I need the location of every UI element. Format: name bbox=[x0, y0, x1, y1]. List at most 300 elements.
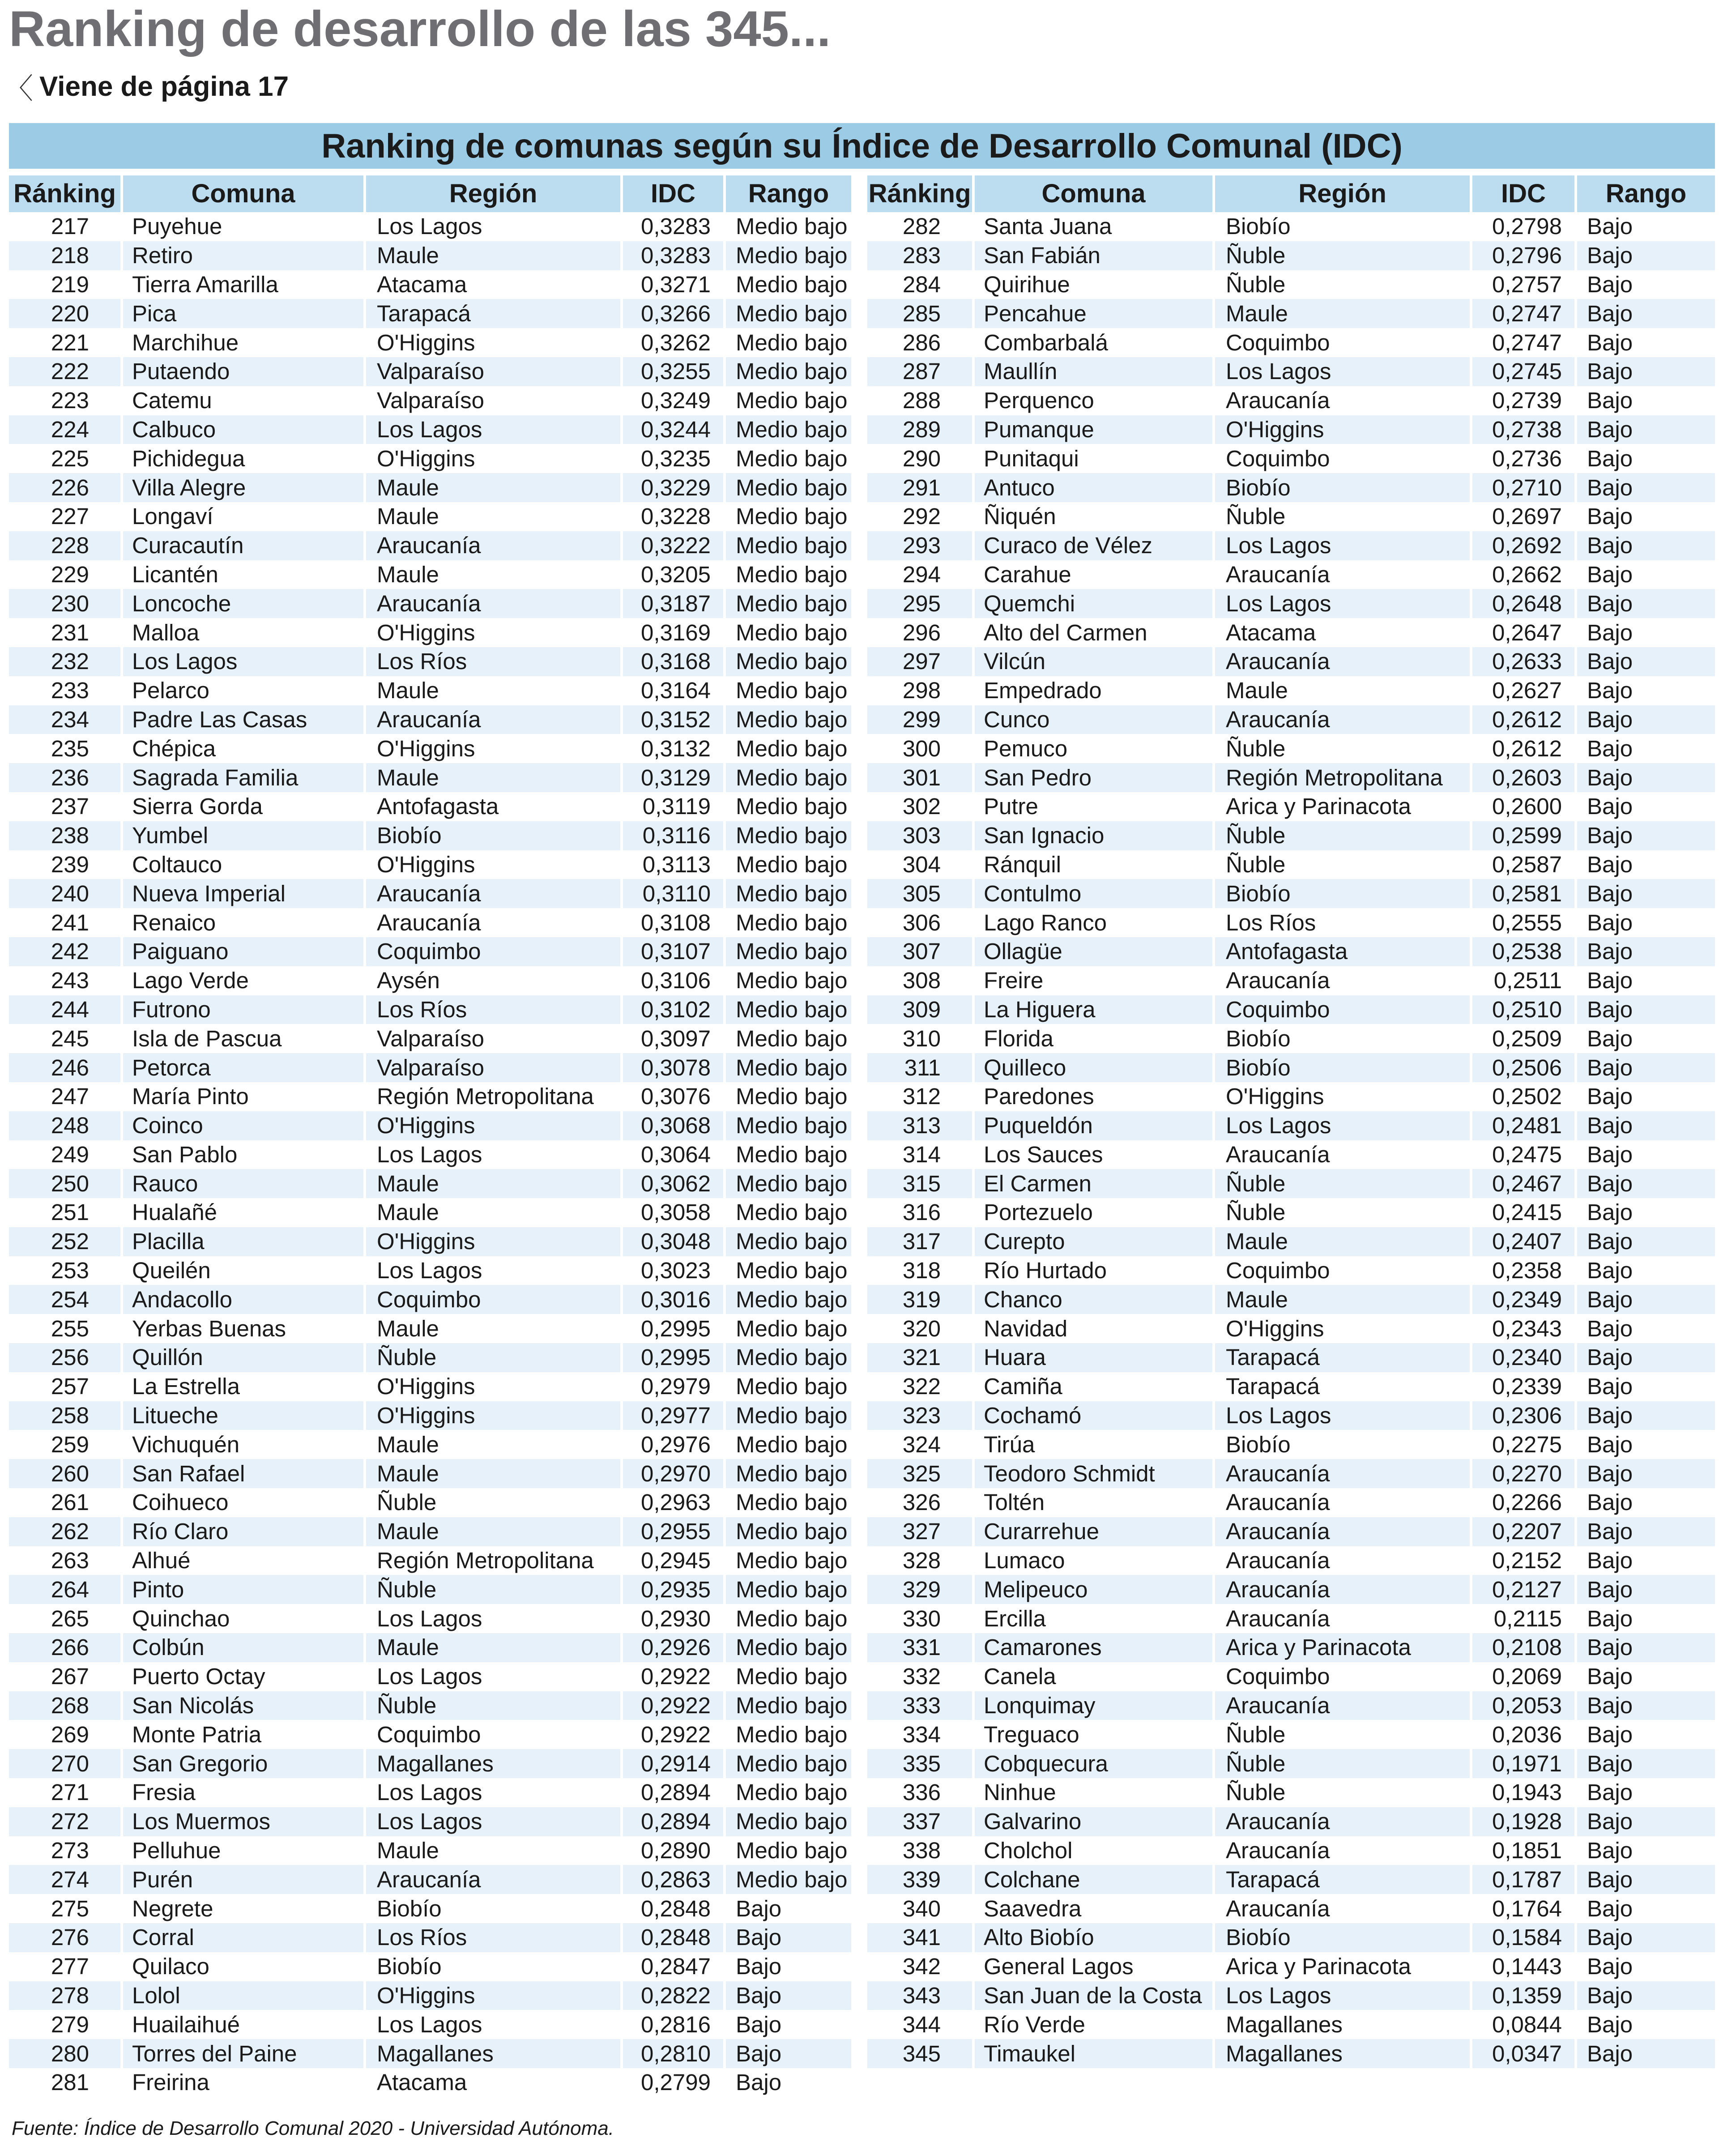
cell-ranking: 272 bbox=[9, 1807, 123, 1836]
ranking-table-left bbox=[9, 175, 851, 2097]
cell-region: Araucanía bbox=[366, 531, 623, 560]
cell-rango: Bajo bbox=[1587, 243, 1633, 269]
cell-rango: Bajo bbox=[1587, 1460, 1633, 1486]
cell-region: Araucanía bbox=[1215, 1575, 1472, 1604]
cell-comuna: Isla de Pascua bbox=[123, 1024, 366, 1053]
cell-idc: 0,2848 bbox=[623, 1923, 726, 1952]
cell-comuna: Río Verde bbox=[975, 2010, 1215, 2039]
cell-comuna: Fresia bbox=[123, 1778, 366, 1807]
cell-comuna: Santa Juana bbox=[975, 212, 1215, 241]
cell-region: Ñuble bbox=[366, 1343, 623, 1372]
cell-rango: Bajo bbox=[1587, 1113, 1633, 1139]
table-row bbox=[9, 1488, 851, 1517]
cell-ranking: 234 bbox=[9, 705, 123, 734]
cell-ranking: 327 bbox=[867, 1517, 975, 1546]
table-row bbox=[9, 1459, 851, 1488]
cell-comuna: Timaukel bbox=[975, 2039, 1215, 2068]
cell-ranking: 316 bbox=[867, 1198, 975, 1227]
cell-idc: 0,1971 bbox=[1472, 1749, 1577, 1778]
cell-idc: 0,2612 bbox=[1472, 734, 1577, 763]
cell-rango: Medio bajo bbox=[736, 358, 848, 384]
cell-region: Maule bbox=[366, 1517, 623, 1546]
cell-idc: 0,3222 bbox=[623, 531, 726, 560]
cell-comuna: San Nicolás bbox=[123, 1691, 366, 1720]
table-row bbox=[9, 937, 851, 966]
table-row bbox=[867, 792, 1715, 821]
cell-rango: Bajo bbox=[1587, 1693, 1633, 1719]
cell-ranking: 238 bbox=[9, 821, 123, 850]
cell-idc: 0,0844 bbox=[1472, 2010, 1577, 2039]
cell-region: Araucanía bbox=[1215, 1836, 1472, 1865]
cell-rango: Medio bajo bbox=[736, 1693, 848, 1719]
cell-region: Ñuble bbox=[1215, 821, 1472, 850]
table-row bbox=[867, 444, 1715, 473]
cell-idc: 0,2736 bbox=[1472, 444, 1577, 473]
cell-region: Araucanía bbox=[1215, 1807, 1472, 1836]
cell-comuna: Cobquecura bbox=[975, 1749, 1215, 1778]
cell-ranking: 226 bbox=[9, 473, 123, 502]
cell-idc: 0,3229 bbox=[623, 473, 726, 502]
header-idc: IDC bbox=[623, 175, 726, 212]
cell-region: Ñuble bbox=[1215, 1198, 1472, 1227]
cell-comuna: San Pablo bbox=[123, 1140, 366, 1169]
cell-region: Maule bbox=[366, 1314, 623, 1343]
cell-idc: 0,1787 bbox=[1472, 1865, 1577, 1894]
cell-idc: 0,2270 bbox=[1472, 1459, 1577, 1488]
table-row bbox=[867, 1807, 1715, 1836]
cell-ranking: 298 bbox=[867, 676, 975, 705]
cell-ranking: 239 bbox=[9, 850, 123, 879]
cell-comuna: Lago Verde bbox=[123, 966, 366, 995]
cell-comuna: Canela bbox=[975, 1662, 1215, 1691]
cell-idc: 0,2538 bbox=[1472, 937, 1577, 966]
cell-rango: Medio bajo bbox=[736, 996, 848, 1022]
cell-rango: Medio bajo bbox=[736, 823, 848, 849]
table-row bbox=[9, 1430, 851, 1459]
cell-rango: Medio bajo bbox=[736, 416, 848, 442]
table-row bbox=[867, 1720, 1715, 1749]
cell-rango: Bajo bbox=[1587, 1258, 1633, 1284]
table-row bbox=[9, 1981, 851, 2010]
cell-idc: 0,3078 bbox=[623, 1053, 726, 1082]
cell-comuna: Florida bbox=[975, 1024, 1215, 1053]
cell-region: Los Lagos bbox=[1215, 531, 1472, 560]
cell-idc: 0,2647 bbox=[1472, 618, 1577, 647]
cell-idc: 0,2481 bbox=[1472, 1111, 1577, 1140]
cell-ranking: 232 bbox=[9, 647, 123, 676]
cell-region: Tarapacá bbox=[1215, 1343, 1472, 1372]
cell-idc: 0,2796 bbox=[1472, 241, 1577, 270]
cell-ranking: 250 bbox=[9, 1169, 123, 1198]
cell-comuna: Maullín bbox=[975, 357, 1215, 386]
cell-ranking: 259 bbox=[9, 1430, 123, 1459]
cell-idc: 0,2847 bbox=[623, 1952, 726, 1981]
cell-rango: Bajo bbox=[1587, 1779, 1633, 1805]
cell-comuna: San Rafael bbox=[123, 1459, 366, 1488]
table-row bbox=[867, 821, 1715, 850]
cell-comuna: Pelluhue bbox=[123, 1836, 366, 1865]
cell-idc: 0,3023 bbox=[623, 1256, 726, 1285]
cell-comuna: Longaví bbox=[123, 502, 366, 531]
cell-idc: 0,2275 bbox=[1472, 1430, 1577, 1459]
table-row bbox=[9, 908, 851, 937]
cell-region: Magallanes bbox=[1215, 2010, 1472, 2039]
table-row bbox=[9, 1517, 851, 1546]
cell-idc: 0,2339 bbox=[1472, 1372, 1577, 1401]
cell-region: Ñuble bbox=[366, 1691, 623, 1720]
cell-region: Arica y Parinacota bbox=[1215, 792, 1472, 821]
continued-from-link[interactable] bbox=[4, 66, 289, 107]
cell-region: Araucanía bbox=[366, 908, 623, 937]
cell-comuna: Litueche bbox=[123, 1401, 366, 1430]
cell-ranking: 218 bbox=[9, 241, 123, 270]
cell-rango: Medio bajo bbox=[736, 649, 848, 674]
cell-comuna: Ercilla bbox=[975, 1604, 1215, 1633]
cell-rango: Medio bajo bbox=[736, 533, 848, 559]
cell-rango: Bajo bbox=[1587, 388, 1633, 414]
cell-rango: Medio bajo bbox=[736, 1025, 848, 1051]
table-row bbox=[867, 1285, 1715, 1314]
cell-comuna: Alto Biobío bbox=[975, 1923, 1215, 1952]
cell-region: Araucanía bbox=[1215, 560, 1472, 589]
cell-rango: Medio bajo bbox=[736, 678, 848, 704]
cell-rango: Medio bajo bbox=[736, 271, 848, 297]
cell-idc: 0,2922 bbox=[623, 1720, 726, 1749]
cell-comuna: Quinchao bbox=[123, 1604, 366, 1633]
cell-ranking: 290 bbox=[867, 444, 975, 473]
cell-region: Región Metropolitana bbox=[366, 1082, 623, 1111]
cell-ranking: 271 bbox=[9, 1778, 123, 1807]
cell-comuna: Rauco bbox=[123, 1169, 366, 1198]
cell-idc: 0,3116 bbox=[623, 821, 726, 850]
cell-ranking: 225 bbox=[9, 444, 123, 473]
cell-comuna: Pica bbox=[123, 299, 366, 328]
cell-rango: Medio bajo bbox=[736, 1779, 848, 1805]
table-row bbox=[867, 937, 1715, 966]
cell-rango: Bajo bbox=[1587, 1838, 1633, 1864]
cell-rango: Medio bajo bbox=[736, 735, 848, 761]
cell-region: Araucanía bbox=[366, 1865, 623, 1894]
table-row bbox=[9, 299, 851, 328]
table-row bbox=[9, 1865, 851, 1894]
cell-region: Los Lagos bbox=[1215, 357, 1472, 386]
cell-idc: 0,2612 bbox=[1472, 705, 1577, 734]
cell-region: Araucanía bbox=[1215, 1488, 1472, 1517]
cell-idc: 0,2207 bbox=[1472, 1517, 1577, 1546]
cell-rango: Medio bajo bbox=[736, 794, 848, 819]
cell-idc: 0,3168 bbox=[623, 647, 726, 676]
cell-rango: Bajo bbox=[1587, 445, 1633, 471]
cell-ranking: 289 bbox=[867, 415, 975, 444]
cell-ranking: 284 bbox=[867, 270, 975, 299]
cell-rango: Medio bajo bbox=[736, 1519, 848, 1545]
cell-idc: 0,2306 bbox=[1472, 1401, 1577, 1430]
cell-comuna: Coltauco bbox=[123, 850, 366, 879]
cell-region: Los Lagos bbox=[366, 1140, 623, 1169]
cell-rango: Bajo bbox=[736, 1983, 782, 2008]
table-row bbox=[9, 1952, 851, 1981]
cell-region: Coquimbo bbox=[1215, 1256, 1472, 1285]
table-row bbox=[867, 1546, 1715, 1575]
table-row bbox=[867, 1894, 1715, 1923]
cell-region: Coquimbo bbox=[1215, 444, 1472, 473]
cell-rango: Bajo bbox=[1587, 590, 1633, 616]
table-row bbox=[867, 1140, 1715, 1169]
cell-ranking: 285 bbox=[867, 299, 975, 328]
cell-rango: Medio bajo bbox=[736, 300, 848, 326]
cell-ranking: 333 bbox=[867, 1691, 975, 1720]
cell-region: Ñuble bbox=[1215, 241, 1472, 270]
cell-region: Coquimbo bbox=[366, 1720, 623, 1749]
table-row bbox=[867, 1604, 1715, 1633]
cell-ranking: 237 bbox=[9, 792, 123, 821]
cell-comuna: Chépica bbox=[123, 734, 366, 763]
cell-ranking: 242 bbox=[9, 937, 123, 966]
cell-idc: 0,2407 bbox=[1472, 1227, 1577, 1256]
table-row bbox=[867, 763, 1715, 792]
cell-idc: 0,2475 bbox=[1472, 1140, 1577, 1169]
cell-rango: Bajo bbox=[1587, 2011, 1633, 2037]
table-row bbox=[867, 531, 1715, 560]
cell-region: Maule bbox=[366, 676, 623, 705]
table-row bbox=[867, 1749, 1715, 1778]
cell-rango: Medio bajo bbox=[736, 1431, 848, 1457]
cell-ranking: 310 bbox=[867, 1024, 975, 1053]
header-rango: Rango bbox=[748, 179, 829, 208]
cell-comuna: Navidad bbox=[975, 1314, 1215, 1343]
cell-region: Tarapacá bbox=[366, 299, 623, 328]
cell-ranking: 270 bbox=[9, 1749, 123, 1778]
cell-idc: 0,2848 bbox=[623, 1894, 726, 1923]
table-row bbox=[9, 792, 851, 821]
cell-rango: Medio bajo bbox=[736, 213, 848, 239]
cell-rango: Bajo bbox=[1587, 1170, 1633, 1196]
table-row bbox=[9, 560, 851, 589]
cell-ranking: 275 bbox=[9, 1894, 123, 1923]
cell-region: Biobío bbox=[1215, 1923, 1472, 1952]
cell-ranking: 221 bbox=[9, 328, 123, 357]
cell-ranking: 220 bbox=[9, 299, 123, 328]
cell-region: Ñuble bbox=[1215, 502, 1472, 531]
cell-idc: 0,3106 bbox=[623, 966, 726, 995]
table-row bbox=[9, 241, 851, 270]
cell-ranking: 244 bbox=[9, 995, 123, 1024]
cell-idc: 0,3266 bbox=[623, 299, 726, 328]
table-row bbox=[867, 1691, 1715, 1720]
cell-idc: 0,2955 bbox=[623, 1517, 726, 1546]
cell-ranking: 336 bbox=[867, 1778, 975, 1807]
cell-comuna: Galvarino bbox=[975, 1807, 1215, 1836]
cell-idc: 0,2587 bbox=[1472, 850, 1577, 879]
cell-idc: 0,2627 bbox=[1472, 676, 1577, 705]
cell-comuna: Ránquil bbox=[975, 850, 1215, 879]
cell-comuna: Antuco bbox=[975, 473, 1215, 502]
cell-idc: 0,3205 bbox=[623, 560, 726, 589]
cell-rango: Bajo bbox=[1587, 1721, 1633, 1747]
cell-ranking: 302 bbox=[867, 792, 975, 821]
cell-region: Maule bbox=[366, 763, 623, 792]
cell-idc: 0,1851 bbox=[1472, 1836, 1577, 1865]
cell-idc: 0,2710 bbox=[1472, 473, 1577, 502]
cell-idc: 0,2053 bbox=[1472, 1691, 1577, 1720]
cell-comuna: El Carmen bbox=[975, 1169, 1215, 1198]
cell-rango: Medio bajo bbox=[736, 561, 848, 587]
cell-comuna: Quirihue bbox=[975, 270, 1215, 299]
cell-comuna: Lago Ranco bbox=[975, 908, 1215, 937]
cell-idc: 0,3048 bbox=[623, 1227, 726, 1256]
cell-ranking: 255 bbox=[9, 1314, 123, 1343]
table-row bbox=[9, 473, 851, 502]
cell-idc: 0,2894 bbox=[623, 1778, 726, 1807]
cell-idc: 0,3129 bbox=[623, 763, 726, 792]
cell-ranking: 332 bbox=[867, 1662, 975, 1691]
cell-region: Tarapacá bbox=[1215, 1372, 1472, 1401]
table-row bbox=[9, 1691, 851, 1720]
cell-idc: 0,2510 bbox=[1472, 995, 1577, 1024]
cell-rango: Bajo bbox=[1587, 474, 1633, 500]
cell-idc: 0,2115 bbox=[1472, 1604, 1577, 1633]
table-row bbox=[867, 1575, 1715, 1604]
cell-idc: 0,2977 bbox=[623, 1401, 726, 1430]
cell-idc: 0,3076 bbox=[623, 1082, 726, 1111]
cell-comuna: Sierra Gorda bbox=[123, 792, 366, 821]
cell-ranking: 223 bbox=[9, 386, 123, 415]
cell-region: Antofagasta bbox=[1215, 937, 1472, 966]
cell-region: Biobío bbox=[1215, 1024, 1472, 1053]
table-row bbox=[9, 1343, 851, 1372]
cell-rango: Medio bajo bbox=[736, 1199, 848, 1225]
cell-rango: Medio bajo bbox=[736, 1809, 848, 1835]
cell-region: O'Higgins bbox=[366, 1372, 623, 1401]
cell-comuna: Puqueldón bbox=[975, 1111, 1215, 1140]
cell-idc: 0,3228 bbox=[623, 502, 726, 531]
cell-comuna: Purén bbox=[123, 1865, 366, 1894]
table-row bbox=[9, 531, 851, 560]
table-row bbox=[9, 589, 851, 618]
cell-idc: 0,2970 bbox=[623, 1459, 726, 1488]
cell-region: Los Lagos bbox=[366, 1256, 623, 1285]
cell-region: Ñuble bbox=[1215, 1778, 1472, 1807]
table-header bbox=[867, 175, 1715, 212]
cell-comuna: María Pinto bbox=[123, 1082, 366, 1111]
cell-comuna: Pinto bbox=[123, 1575, 366, 1604]
cell-idc: 0,3110 bbox=[623, 879, 726, 908]
cell-region: O'Higgins bbox=[1215, 1082, 1472, 1111]
cell-rango: Bajo bbox=[1587, 1025, 1633, 1051]
cell-idc: 0,2697 bbox=[1472, 502, 1577, 531]
table-row bbox=[9, 995, 851, 1024]
cell-rango: Medio bajo bbox=[736, 1141, 848, 1167]
cell-ranking: 293 bbox=[867, 531, 975, 560]
table-row bbox=[9, 1024, 851, 1053]
cell-region: Araucanía bbox=[1215, 647, 1472, 676]
cell-ranking: 228 bbox=[9, 531, 123, 560]
table-row bbox=[867, 1024, 1715, 1053]
cell-ranking: 315 bbox=[867, 1169, 975, 1198]
cell-rango: Medio bajo bbox=[736, 1634, 848, 1660]
cell-region: Valparaíso bbox=[366, 357, 623, 386]
cell-rango: Medio bajo bbox=[736, 764, 848, 790]
cell-ranking: 340 bbox=[867, 1894, 975, 1923]
cell-ranking: 341 bbox=[867, 1923, 975, 1952]
cell-rango: Medio bajo bbox=[736, 619, 848, 645]
cell-rango: Medio bajo bbox=[736, 939, 848, 964]
cell-rango: Bajo bbox=[1587, 1605, 1633, 1631]
cell-ranking: 299 bbox=[867, 705, 975, 734]
cell-rango: Bajo bbox=[1587, 619, 1633, 645]
cell-idc: 0,3152 bbox=[623, 705, 726, 734]
table-row bbox=[9, 1546, 851, 1575]
table-row bbox=[9, 763, 851, 792]
cell-comuna: Pichidegua bbox=[123, 444, 366, 473]
cell-rango: Medio bajo bbox=[736, 503, 848, 529]
cell-ranking: 343 bbox=[867, 1981, 975, 2010]
cell-region: Valparaíso bbox=[366, 1053, 623, 1082]
cell-comuna: Curaco de Vélez bbox=[975, 531, 1215, 560]
cell-ranking: 236 bbox=[9, 763, 123, 792]
cell-comuna: Toltén bbox=[975, 1488, 1215, 1517]
cell-ranking: 277 bbox=[9, 1952, 123, 1981]
cell-region: Ñuble bbox=[1215, 270, 1472, 299]
cell-rango: Medio bajo bbox=[736, 1750, 848, 1776]
cell-comuna: Pumanque bbox=[975, 415, 1215, 444]
cell-region: Araucanía bbox=[366, 589, 623, 618]
cell-ranking: 321 bbox=[867, 1343, 975, 1372]
cell-region: Los Lagos bbox=[366, 2010, 623, 2039]
cell-comuna: Retiro bbox=[123, 241, 366, 270]
cell-ranking: 230 bbox=[9, 589, 123, 618]
cell-region: Valparaíso bbox=[366, 1024, 623, 1053]
table-row bbox=[867, 1865, 1715, 1894]
table-row bbox=[867, 1923, 1715, 1952]
cell-comuna: Los Sauces bbox=[975, 1140, 1215, 1169]
table-title: Ranking de comunas según su Índice de Desarrollo Comunal (IDC) bbox=[9, 123, 1715, 169]
cell-region: Atacama bbox=[1215, 618, 1472, 647]
cell-idc: 0,3262 bbox=[623, 328, 726, 357]
cell-ranking: 303 bbox=[867, 821, 975, 850]
chevron-left-icon: 〈 bbox=[4, 73, 33, 105]
cell-ranking: 317 bbox=[867, 1227, 975, 1256]
table-row bbox=[867, 328, 1715, 357]
cell-comuna: Tierra Amarilla bbox=[123, 270, 366, 299]
header-ranking: Ránking bbox=[867, 175, 975, 212]
table-row bbox=[867, 1633, 1715, 1662]
cell-comuna: Huailaihué bbox=[123, 2010, 366, 2039]
cell-comuna: Melipeuco bbox=[975, 1575, 1215, 1604]
table-row bbox=[867, 502, 1715, 531]
cell-idc: 0,1359 bbox=[1472, 1981, 1577, 2010]
cell-ranking: 257 bbox=[9, 1372, 123, 1401]
cell-idc: 0,3244 bbox=[623, 415, 726, 444]
cell-ranking bbox=[867, 2068, 975, 2097]
cell-ranking: 294 bbox=[867, 560, 975, 589]
cell-rango: Medio bajo bbox=[736, 445, 848, 471]
cell-region: O'Higgins bbox=[366, 1227, 623, 1256]
cell-idc: 0,2979 bbox=[623, 1372, 726, 1401]
table-row bbox=[867, 1430, 1715, 1459]
cell-comuna: Placilla bbox=[123, 1227, 366, 1256]
cell-ranking: 313 bbox=[867, 1111, 975, 1140]
table-row bbox=[9, 705, 851, 734]
cell-idc: 0,3283 bbox=[623, 241, 726, 270]
cell-rango: Medio bajo bbox=[736, 590, 848, 616]
cell-ranking: 318 bbox=[867, 1256, 975, 1285]
table-row bbox=[9, 1198, 851, 1227]
cell-idc: 0,3235 bbox=[623, 444, 726, 473]
table-row bbox=[867, 1778, 1715, 1807]
cell-region: Maule bbox=[366, 1430, 623, 1459]
cell-ranking: 312 bbox=[867, 1082, 975, 1111]
